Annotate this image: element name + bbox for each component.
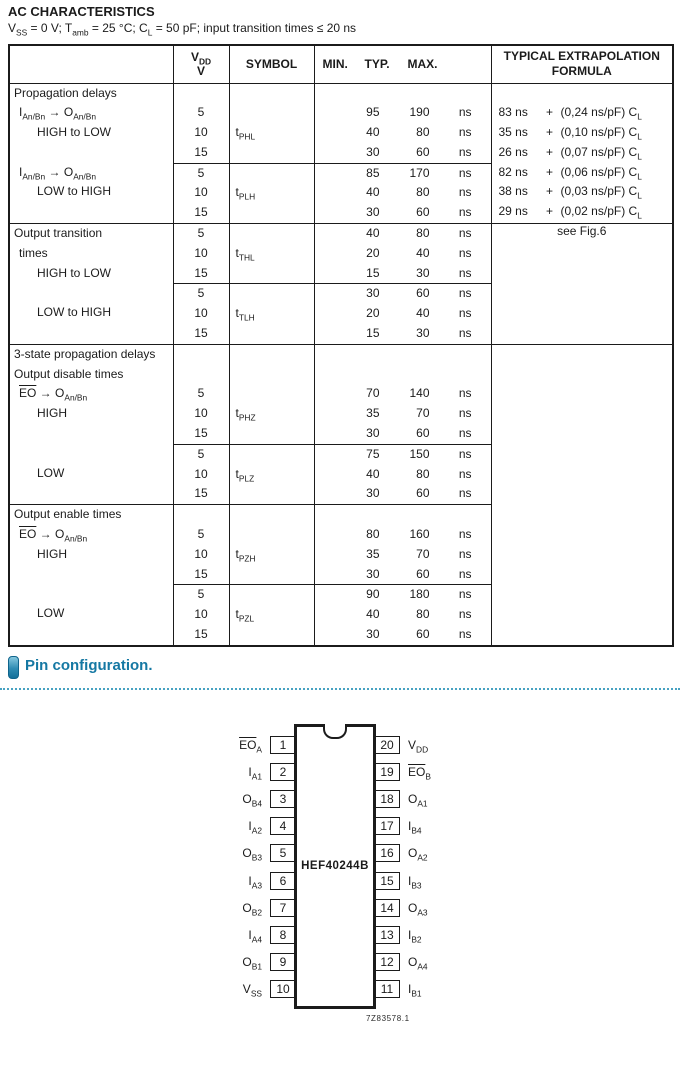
- pin-number-box: 19: [374, 763, 400, 781]
- values-cell: [314, 585, 491, 646]
- cell-line: [230, 384, 314, 404]
- pin-number-box: 1: [270, 736, 296, 754]
- pin-label: $V_{DD}$: [408, 737, 429, 754]
- cell-line: $\overline{EO} \to O_{An/Bn}$: [19, 386, 88, 403]
- cell-line: [10, 565, 173, 585]
- cell-line: LOW to HIGH: [37, 305, 112, 320]
- pin-row: [374, 840, 494, 867]
- cell-line: 35 70 ns: [366, 546, 472, 561]
- pin-row: [190, 840, 296, 867]
- cell-line: 15: [194, 627, 208, 642]
- test-conditions: $V_{SS} = 0$ V; $T_{amb} = 25$ °C; $C_L = 50$ pF; input transition times ≤ 20 ns: [8, 21, 357, 38]
- cell-line: [230, 345, 314, 365]
- pin-label: $O_{B3}$: [242, 846, 262, 863]
- cell-line: [10, 444, 173, 464]
- cell-line: 30 60 ns: [366, 566, 472, 581]
- symbol-cell: [229, 224, 314, 284]
- cell-line: $I_{An/Bn} \to O_{An/Bn}$: [19, 105, 97, 122]
- pin-number-box: 13: [374, 926, 400, 944]
- vdd-cell: [173, 585, 229, 646]
- pin-number-box: 6: [270, 872, 296, 890]
- cell-line: 10: [194, 607, 208, 622]
- ac-characteristics-table: [8, 44, 674, 647]
- cell-line: $t_{PHL}$: [235, 125, 256, 142]
- cell-line: 15: [194, 205, 208, 220]
- cell-line: 5: [197, 286, 205, 301]
- cell-line: [230, 284, 314, 304]
- values-cell: [314, 224, 491, 284]
- symbol-cell: [229, 505, 314, 585]
- pin-row: [190, 867, 296, 894]
- pin-label: $O_{A1}$: [408, 791, 428, 809]
- pin-label: $I_{A3}$: [248, 873, 262, 890]
- pin-label: $I_{B2}$: [408, 927, 422, 945]
- cell-line: 10: [194, 406, 208, 421]
- chip-part-number: HEF40244B: [301, 860, 369, 872]
- cell-line: LOW: [37, 606, 65, 621]
- pin-configuration-heading: Pin configuration.: [25, 657, 153, 674]
- vdd-cell: [173, 224, 229, 284]
- vdd-cell: [173, 505, 229, 585]
- column-header-vdd: $V_{DD}$ V: [173, 45, 229, 83]
- pin-row: [374, 867, 494, 894]
- cell-line: 40 80 ns: [366, 607, 472, 622]
- cell-line: 30 60 ns: [366, 144, 472, 159]
- cell-line: [10, 143, 173, 163]
- pin-number-box: 3: [270, 790, 296, 808]
- formula-empty-cell: [491, 344, 673, 645]
- cell-line: 3-state propagation delays: [14, 346, 156, 361]
- pin-label: $\overline{EO}_A$: [239, 737, 262, 754]
- cell-line: 5: [197, 446, 205, 461]
- cell-line: HIGH: [37, 406, 67, 421]
- cell-line: [10, 624, 173, 644]
- pin-row: [374, 949, 494, 976]
- pin-number-box: 17: [374, 817, 400, 835]
- cell-line: [230, 324, 314, 344]
- cell-line: [315, 365, 491, 385]
- pin-row: [190, 758, 296, 785]
- cell-line: [174, 365, 229, 385]
- pin-row: [374, 921, 494, 948]
- pin-number-box: 14: [374, 899, 400, 917]
- column-header-min-typ-max: [314, 45, 491, 83]
- cell-line: 15: [194, 566, 208, 581]
- cell-line: [230, 164, 314, 184]
- cell-line: [230, 264, 314, 284]
- cell-line: 80 160 ns: [366, 527, 472, 542]
- formula-cell: [491, 83, 673, 224]
- pin-row: [190, 976, 296, 1003]
- cell-line: [10, 323, 173, 343]
- cell-line: Output transition: [14, 226, 103, 241]
- cell-line: [315, 84, 491, 104]
- cell-line: LOW to HIGH: [37, 184, 112, 199]
- pin-row: [190, 785, 296, 812]
- cell-line: 35 70 ns: [366, 406, 472, 421]
- cell-line: 10: [194, 245, 208, 260]
- values-cell: [314, 444, 491, 504]
- cell-line: [230, 203, 314, 223]
- cell-line: [230, 585, 314, 605]
- cell-line: Propagation delays: [14, 85, 117, 100]
- description-cell: [9, 224, 173, 345]
- figure-reference: 7Z83578.1: [366, 1014, 410, 1023]
- pin-label: $I_{A2}$: [248, 819, 262, 836]
- pin-number-box: 5: [270, 844, 296, 862]
- vdd-cell: [173, 163, 229, 223]
- cell-line: [174, 84, 229, 104]
- cell-line: 15: [194, 265, 208, 280]
- cell-line: times: [19, 245, 48, 260]
- pin-row: [190, 813, 296, 840]
- cell-line: HIGH: [37, 546, 67, 561]
- pin-label: $I_{A4}$: [248, 927, 262, 945]
- cell-line: 5: [197, 587, 205, 602]
- pin-row: [374, 731, 494, 758]
- cell-line: [230, 525, 314, 545]
- cell-line: 29 ns + (0,02 ns/pF) $C_L$: [498, 204, 642, 221]
- cell-line: [230, 84, 314, 104]
- pin-label: $\overline{EO}_B$: [408, 764, 431, 782]
- pin-number-box: 20: [374, 736, 400, 754]
- vdd-cell: [173, 83, 229, 163]
- pin-number-box: 8: [270, 926, 296, 944]
- cell-line: [174, 505, 229, 525]
- vdd-cell: [173, 284, 229, 344]
- cell-line: $t_{THL}$: [235, 245, 255, 263]
- pin-label: $I_{A1}$: [248, 764, 262, 782]
- cell-line: 20 40 ns: [366, 306, 472, 321]
- cell-line: 10: [194, 466, 208, 481]
- pin-row: [190, 921, 296, 948]
- column-header-min: MIN.: [322, 57, 348, 72]
- pin-label: $I_{B4}$: [408, 819, 422, 836]
- pin-row: [374, 785, 494, 812]
- pin-label: $V_{SS}$: [242, 982, 262, 999]
- dotted-divider: [0, 688, 680, 690]
- pin-row: [374, 813, 494, 840]
- cell-line: [230, 625, 314, 645]
- cell-line: 15: [194, 426, 208, 441]
- pin-label: $I_{B1}$: [408, 982, 422, 999]
- cell-line: [230, 424, 314, 444]
- cell-line: 5: [197, 105, 205, 120]
- cell-line: 82 ns + (0,06 ns/pF) $C_L$: [498, 164, 642, 182]
- cell-line: 40 80 ns: [366, 226, 472, 241]
- cell-line: [230, 445, 314, 465]
- cell-line: [10, 483, 173, 503]
- cell-line: 85 170 ns: [366, 165, 472, 180]
- pin-row: [374, 976, 494, 1003]
- cell-line: [230, 565, 314, 585]
- cell-line: [230, 484, 314, 504]
- cell-line: 75 150 ns: [366, 446, 472, 461]
- cell-line: 5: [197, 527, 205, 542]
- cell-line: $t_{PZL}$: [235, 607, 255, 624]
- values-cell: [314, 163, 491, 223]
- cell-line: 35 ns + (0,10 ns/pF) $C_L$: [498, 125, 642, 142]
- cell-line: $\overline{EO} \to O_{An/Bn}$: [19, 527, 88, 544]
- vdd-cell: [173, 344, 229, 444]
- cell-line: [174, 345, 229, 365]
- pin-number-box: 10: [270, 980, 296, 998]
- cell-line: 15: [194, 486, 208, 501]
- values-cell: [314, 284, 491, 344]
- cell-line: 40 80 ns: [366, 125, 472, 140]
- cell-line: HIGH to LOW: [37, 265, 112, 280]
- cell-line: 10: [194, 125, 208, 140]
- symbol-cell: [229, 585, 314, 646]
- cell-line: 30 60 ns: [366, 205, 472, 220]
- pin-label: $O_{A4}$: [408, 955, 428, 972]
- column-header-typ: TYP.: [364, 57, 390, 72]
- cell-line: 20 40 ns: [366, 245, 472, 260]
- vdd-cell: [173, 444, 229, 504]
- cell-line: 15: [194, 144, 208, 159]
- cell-line: HIGH to LOW: [37, 125, 112, 140]
- column-header-description: [9, 45, 173, 83]
- page-title: AC CHARACTERISTICS: [8, 4, 155, 19]
- cell-line: [315, 345, 491, 365]
- description-cell: [9, 505, 173, 646]
- cell-line: 40 80 ns: [366, 185, 472, 200]
- cell-line: 15: [194, 326, 208, 341]
- cell-line: [230, 505, 314, 525]
- pin-row: [190, 949, 296, 976]
- pin-label: $O_{B2}$: [242, 900, 262, 918]
- symbol-cell: [229, 83, 314, 163]
- cell-line: 15 30 ns: [366, 326, 472, 341]
- cell-line: $t_{PLH}$: [235, 185, 256, 202]
- pin-label: $O_{A3}$: [408, 900, 428, 918]
- chip-body: [294, 724, 376, 1009]
- symbol-cell: [229, 344, 314, 444]
- values-cell: [314, 505, 491, 585]
- cell-line: [10, 283, 173, 303]
- pin-number-box: 2: [270, 763, 296, 781]
- cell-line: 90 180 ns: [366, 587, 472, 602]
- pin-label: $O_{A2}$: [408, 846, 428, 863]
- cell-line: $t_{PLZ}$: [235, 466, 255, 484]
- cell-line: 10: [194, 546, 208, 561]
- values-cell: [314, 83, 491, 163]
- cell-line: 95 190 ns: [366, 105, 472, 120]
- cell-line: [315, 505, 491, 525]
- cell-line: 5: [197, 165, 205, 180]
- values-cell: [314, 344, 491, 444]
- description-cell: [9, 83, 173, 224]
- cell-line: [10, 202, 173, 222]
- cell-line: 70 140 ns: [366, 386, 472, 401]
- formula-see-fig-cell: see Fig.6: [491, 224, 673, 345]
- symbol-cell: [229, 163, 314, 223]
- pin-number-box: 11: [374, 980, 400, 998]
- cell-line: [10, 424, 173, 444]
- section-marker-icon: [8, 656, 19, 679]
- pin-label: $I_{B3}$: [408, 873, 422, 890]
- cell-line: [492, 84, 673, 104]
- pin-row: [190, 894, 296, 921]
- cell-line: $t_{TLH}$: [235, 306, 255, 323]
- pin-number-box: 16: [374, 844, 400, 862]
- cell-line: [230, 365, 314, 385]
- description-cell: [9, 344, 173, 504]
- cell-line: 30 60 ns: [366, 627, 472, 642]
- pin-number-box: 9: [270, 953, 296, 971]
- pin-label: $O_{B1}$: [242, 955, 262, 972]
- pin-row: [374, 758, 494, 785]
- cell-line: 30 60 ns: [366, 286, 472, 301]
- pin-number-box: 12: [374, 953, 400, 971]
- pin-row: [190, 731, 296, 758]
- cell-line: 26 ns + (0,07 ns/pF) $C_L$: [498, 144, 642, 162]
- pin-label: $O_{B4}$: [242, 791, 262, 809]
- symbol-cell: [229, 444, 314, 504]
- column-header-max: MAX.: [407, 57, 438, 72]
- cell-line: 30 60 ns: [366, 426, 472, 441]
- cell-line: Output enable times: [14, 507, 122, 522]
- pin-number-box: 18: [374, 790, 400, 808]
- cell-line: Output disable times: [14, 366, 124, 381]
- cell-line: [230, 103, 314, 123]
- cell-line: $I_{An/Bn} \to O_{An/Bn}$: [19, 164, 97, 182]
- cell-line: [230, 224, 314, 244]
- cell-line: $t_{PHZ}$: [235, 406, 256, 423]
- cell-line: 15 30 ns: [366, 265, 472, 280]
- pin-number-box: 15: [374, 872, 400, 890]
- chip-notch-icon: [323, 724, 347, 739]
- pin-row: [374, 894, 494, 921]
- cell-line: $t_{PZH}$: [235, 546, 256, 564]
- cell-line: 10: [194, 306, 208, 321]
- cell-line: 30 60 ns: [366, 486, 472, 501]
- left-pins: [190, 731, 296, 1003]
- cell-line: 40 80 ns: [366, 466, 472, 481]
- cell-line: 5: [197, 386, 205, 401]
- cell-line: 83 ns + (0,24 ns/pF) $C_L$: [498, 105, 642, 122]
- cell-line: LOW: [37, 465, 65, 480]
- cell-line: 5: [197, 226, 205, 241]
- pin-number-box: 7: [270, 899, 296, 917]
- pin-number-box: 4: [270, 817, 296, 835]
- cell-line: [230, 143, 314, 163]
- cell-line: 10: [194, 185, 208, 200]
- cell-line: 38 ns + (0,03 ns/pF) $C_L$: [498, 184, 642, 201]
- right-pins: [374, 731, 494, 1003]
- symbol-cell: [229, 284, 314, 344]
- cell-line: [10, 584, 173, 604]
- column-header-formula: TYPICAL EXTRAPOLATION FORMULA: [491, 45, 673, 83]
- column-header-symbol: SYMBOL: [229, 45, 314, 83]
